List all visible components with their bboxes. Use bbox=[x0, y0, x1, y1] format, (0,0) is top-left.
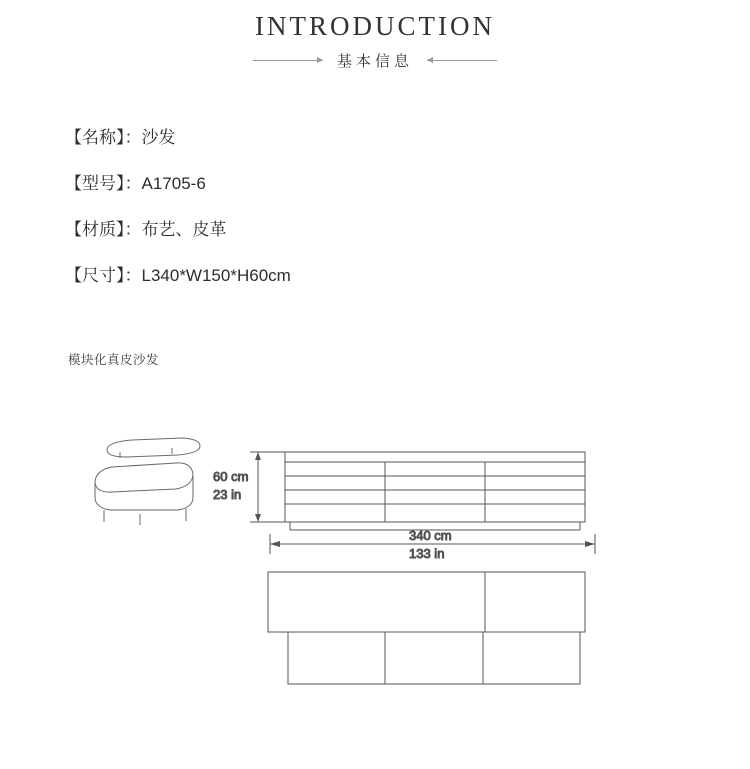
height-dimension bbox=[250, 452, 290, 522]
divider-line-right bbox=[427, 60, 497, 61]
spec-value-material: 布艺、皮革 bbox=[141, 220, 227, 239]
spec-row bbox=[65, 264, 291, 288]
perspective-thumbnail bbox=[95, 438, 200, 525]
spec-row bbox=[65, 172, 291, 196]
spec-label-name: 【名称】： bbox=[65, 128, 142, 147]
height-in-label: 23 in bbox=[213, 487, 242, 502]
front-elevation bbox=[285, 452, 585, 530]
spec-label-size: 【尺寸】： bbox=[65, 266, 142, 285]
page-subtitle: 基本信息 bbox=[336, 53, 413, 70]
spec-row bbox=[65, 126, 291, 150]
top-view-plan bbox=[268, 572, 585, 684]
spec-value-name: 沙发 bbox=[141, 128, 176, 147]
spec-value-size: L340*W150*H60cm bbox=[141, 266, 291, 285]
spec-list bbox=[65, 126, 291, 310]
spec-label-model: 【型号】： bbox=[65, 174, 142, 193]
width-in-label: 133 in bbox=[409, 546, 445, 561]
divider-line-left bbox=[253, 60, 323, 61]
subtitle-row bbox=[0, 50, 750, 71]
width-cm-label: 340 cm bbox=[409, 528, 452, 543]
spec-label-material: 【材质】： bbox=[65, 220, 142, 239]
page-title: INTRODUCTION bbox=[255, 11, 495, 41]
product-note: 模块化真皮沙发 bbox=[68, 353, 160, 367]
height-cm-label: 60 cm bbox=[213, 469, 249, 484]
page-header bbox=[0, 0, 750, 71]
spec-row bbox=[65, 218, 291, 242]
spec-value-model: A1705-6 bbox=[141, 174, 206, 193]
dimension-diagram bbox=[0, 430, 750, 720]
